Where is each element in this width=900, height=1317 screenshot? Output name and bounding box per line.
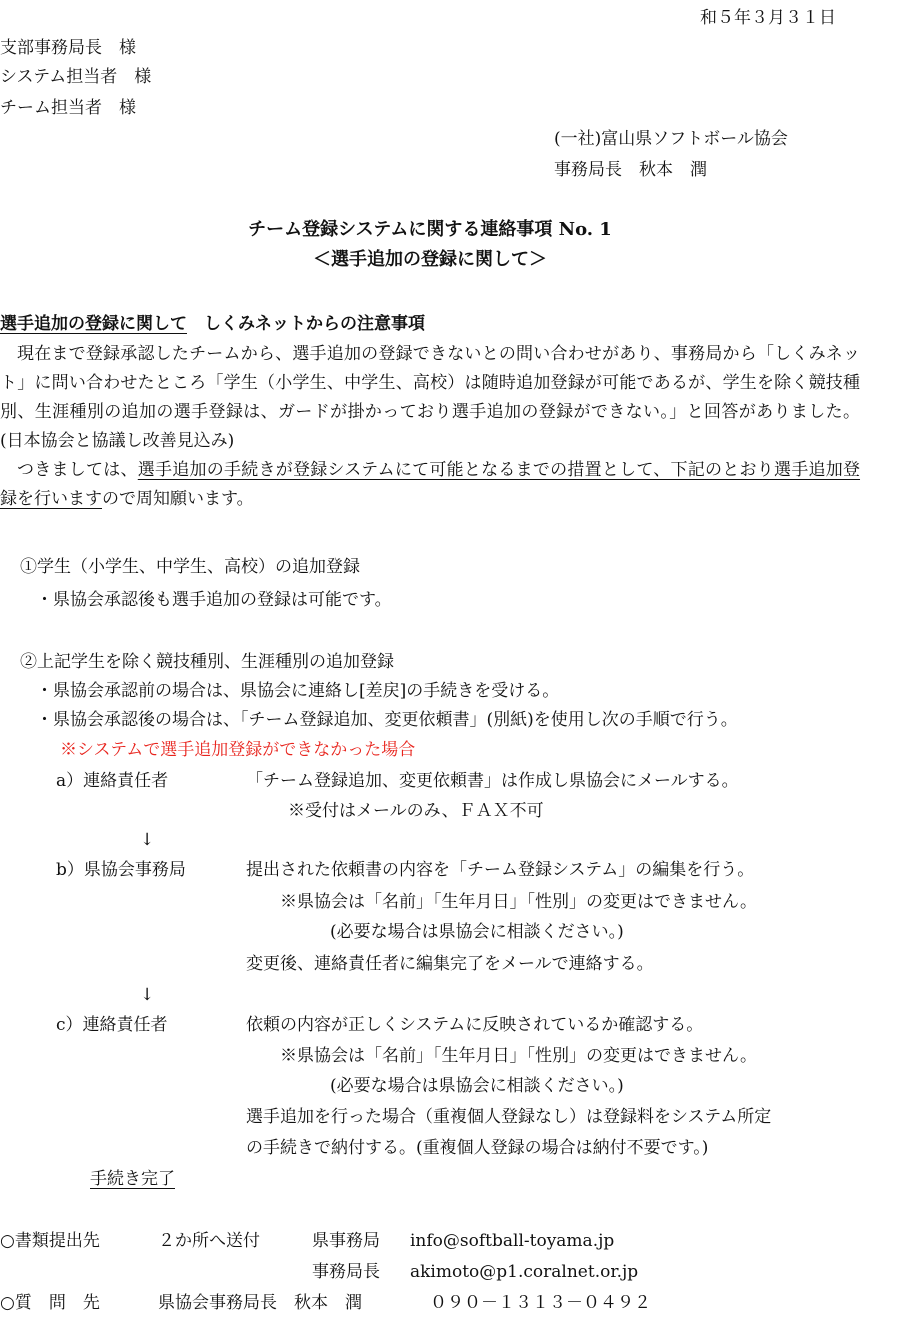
step-b-note-1: ※県協会は「名前」「生年月日」「性別」の変更はできません。	[280, 892, 758, 912]
item1-heading: ①学生（小学生、中学生、高校）の追加登録	[20, 557, 360, 577]
document-subtitle: ＜選手追加の登録に関して＞	[313, 249, 547, 270]
item2-heading: ②上記学生を除く競技種別、生涯種別の追加登録	[20, 652, 394, 672]
body-paragraph-1: 現在まで登録承認したチームから、選手追加の登録できないとの問い合わせがあり、事務局から「しくみネット」に問い合わせたところ「学生（小学生、中学生、高校）は随時追加登録が可能であるが、学生を除く競技種別、生涯種別の追加の選手登録は、ガードが掛かっており選手追加の登録ができない。」と回答がありました。(日本協会と協議し改善見込み)	[0, 344, 860, 451]
recipient-team-manager: チーム担当者 様	[0, 98, 136, 118]
step-c-after-2: の手続きで納付する。(重複個人登録の場合は納付不要です。)	[246, 1138, 709, 1158]
step-b-line: 提出された依頼書の内容を「チーム登録システム」の編集を行う。	[246, 860, 755, 880]
step-b-after: 変更後、連絡責任者に編集完了をメールで連絡する。	[246, 954, 654, 974]
submit-note: ２か所へ送付	[158, 1231, 260, 1251]
inquiry-label: ○質 問 先	[0, 1293, 100, 1313]
step-a-label: a）連絡責任者	[56, 771, 169, 791]
inquiry-phone: ０９０－１３１３－０４９２	[430, 1293, 651, 1313]
step-b-note-2: (必要な場合は県協会に相談ください。)	[330, 922, 624, 942]
procedure-complete: 手続き完了	[90, 1169, 175, 1189]
item2-warning: ※システムで選手追加登録ができなかった場合	[60, 740, 416, 760]
section-heading-rest: しくみネットからの注意事項	[204, 314, 425, 334]
section-heading-underlined: 選手追加の登録に関して	[0, 314, 187, 334]
step-c-note-2: (必要な場合は県協会に相談ください。)	[330, 1076, 624, 1096]
recipient-branch-secretary: 支部事務局長 様	[0, 38, 136, 58]
office-label: 県事務局	[312, 1231, 380, 1251]
sender-organization: (一社)富山県ソフトボール協会	[554, 129, 788, 149]
body-p2-start: つきましては、	[17, 460, 138, 480]
document-title: チーム登録システムに関する連絡事項 No. 1	[248, 219, 612, 240]
document-date: 和５年３月３１日	[700, 8, 836, 28]
body-p2-underlined: 選手追加の手続きが登録システムにて可能となるまでの措置として、下記のとおり選手追加登録を行います	[0, 460, 861, 509]
chief-label: 事務局長	[312, 1262, 380, 1282]
arrow-down-icon: ↓	[140, 985, 155, 1005]
step-a-line: 「チーム登録追加、変更依頼書」は作成し県協会にメールする。	[246, 771, 739, 791]
item1-bullet: ・県協会承認後も選手追加の登録は可能です。	[36, 590, 392, 610]
step-a-note: ※受付はメールのみ、ＦＡＸ不可	[288, 801, 544, 821]
step-c-note-1: ※県協会は「名前」「生年月日」「性別」の変更はできません。	[280, 1046, 758, 1066]
step-c-after-1: 選手追加を行った場合（重複個人登録なし）は登録料をシステム所定	[246, 1107, 772, 1127]
step-c-label: c）連絡責任者	[56, 1015, 168, 1035]
recipient-system-manager: システム担当者 様	[0, 67, 152, 87]
office-email-link[interactable]: info@softball-toyama.jp	[410, 1231, 615, 1251]
step-b-label: b）県協会事務局	[56, 860, 186, 880]
item2-bullet2: ・県協会承認後の場合は、｢チーム登録追加、変更依頼書」(別紙)を使用し次の手順で行う。	[36, 710, 738, 730]
sender-person: 事務局長 秋本 潤	[554, 160, 707, 180]
submit-label: ○書類提出先	[0, 1231, 100, 1251]
body-paragraph-2	[0, 456, 860, 514]
section-heading	[0, 312, 425, 336]
chief-email-link[interactable]: akimoto@p1.coralnet.or.jp	[410, 1262, 639, 1282]
step-c-line: 依頼の内容が正しくシステムに反映されているか確認する。	[246, 1015, 704, 1035]
body-p2-end: ので周知願います。	[102, 489, 254, 509]
inquiry-person: 県協会事務局長 秋本 潤	[158, 1293, 362, 1313]
item2-bullet1: ・県協会承認前の場合は、県協会に連絡し[差戻]の手続きを受ける。	[36, 681, 560, 701]
arrow-down-icon: ↓	[140, 830, 155, 850]
